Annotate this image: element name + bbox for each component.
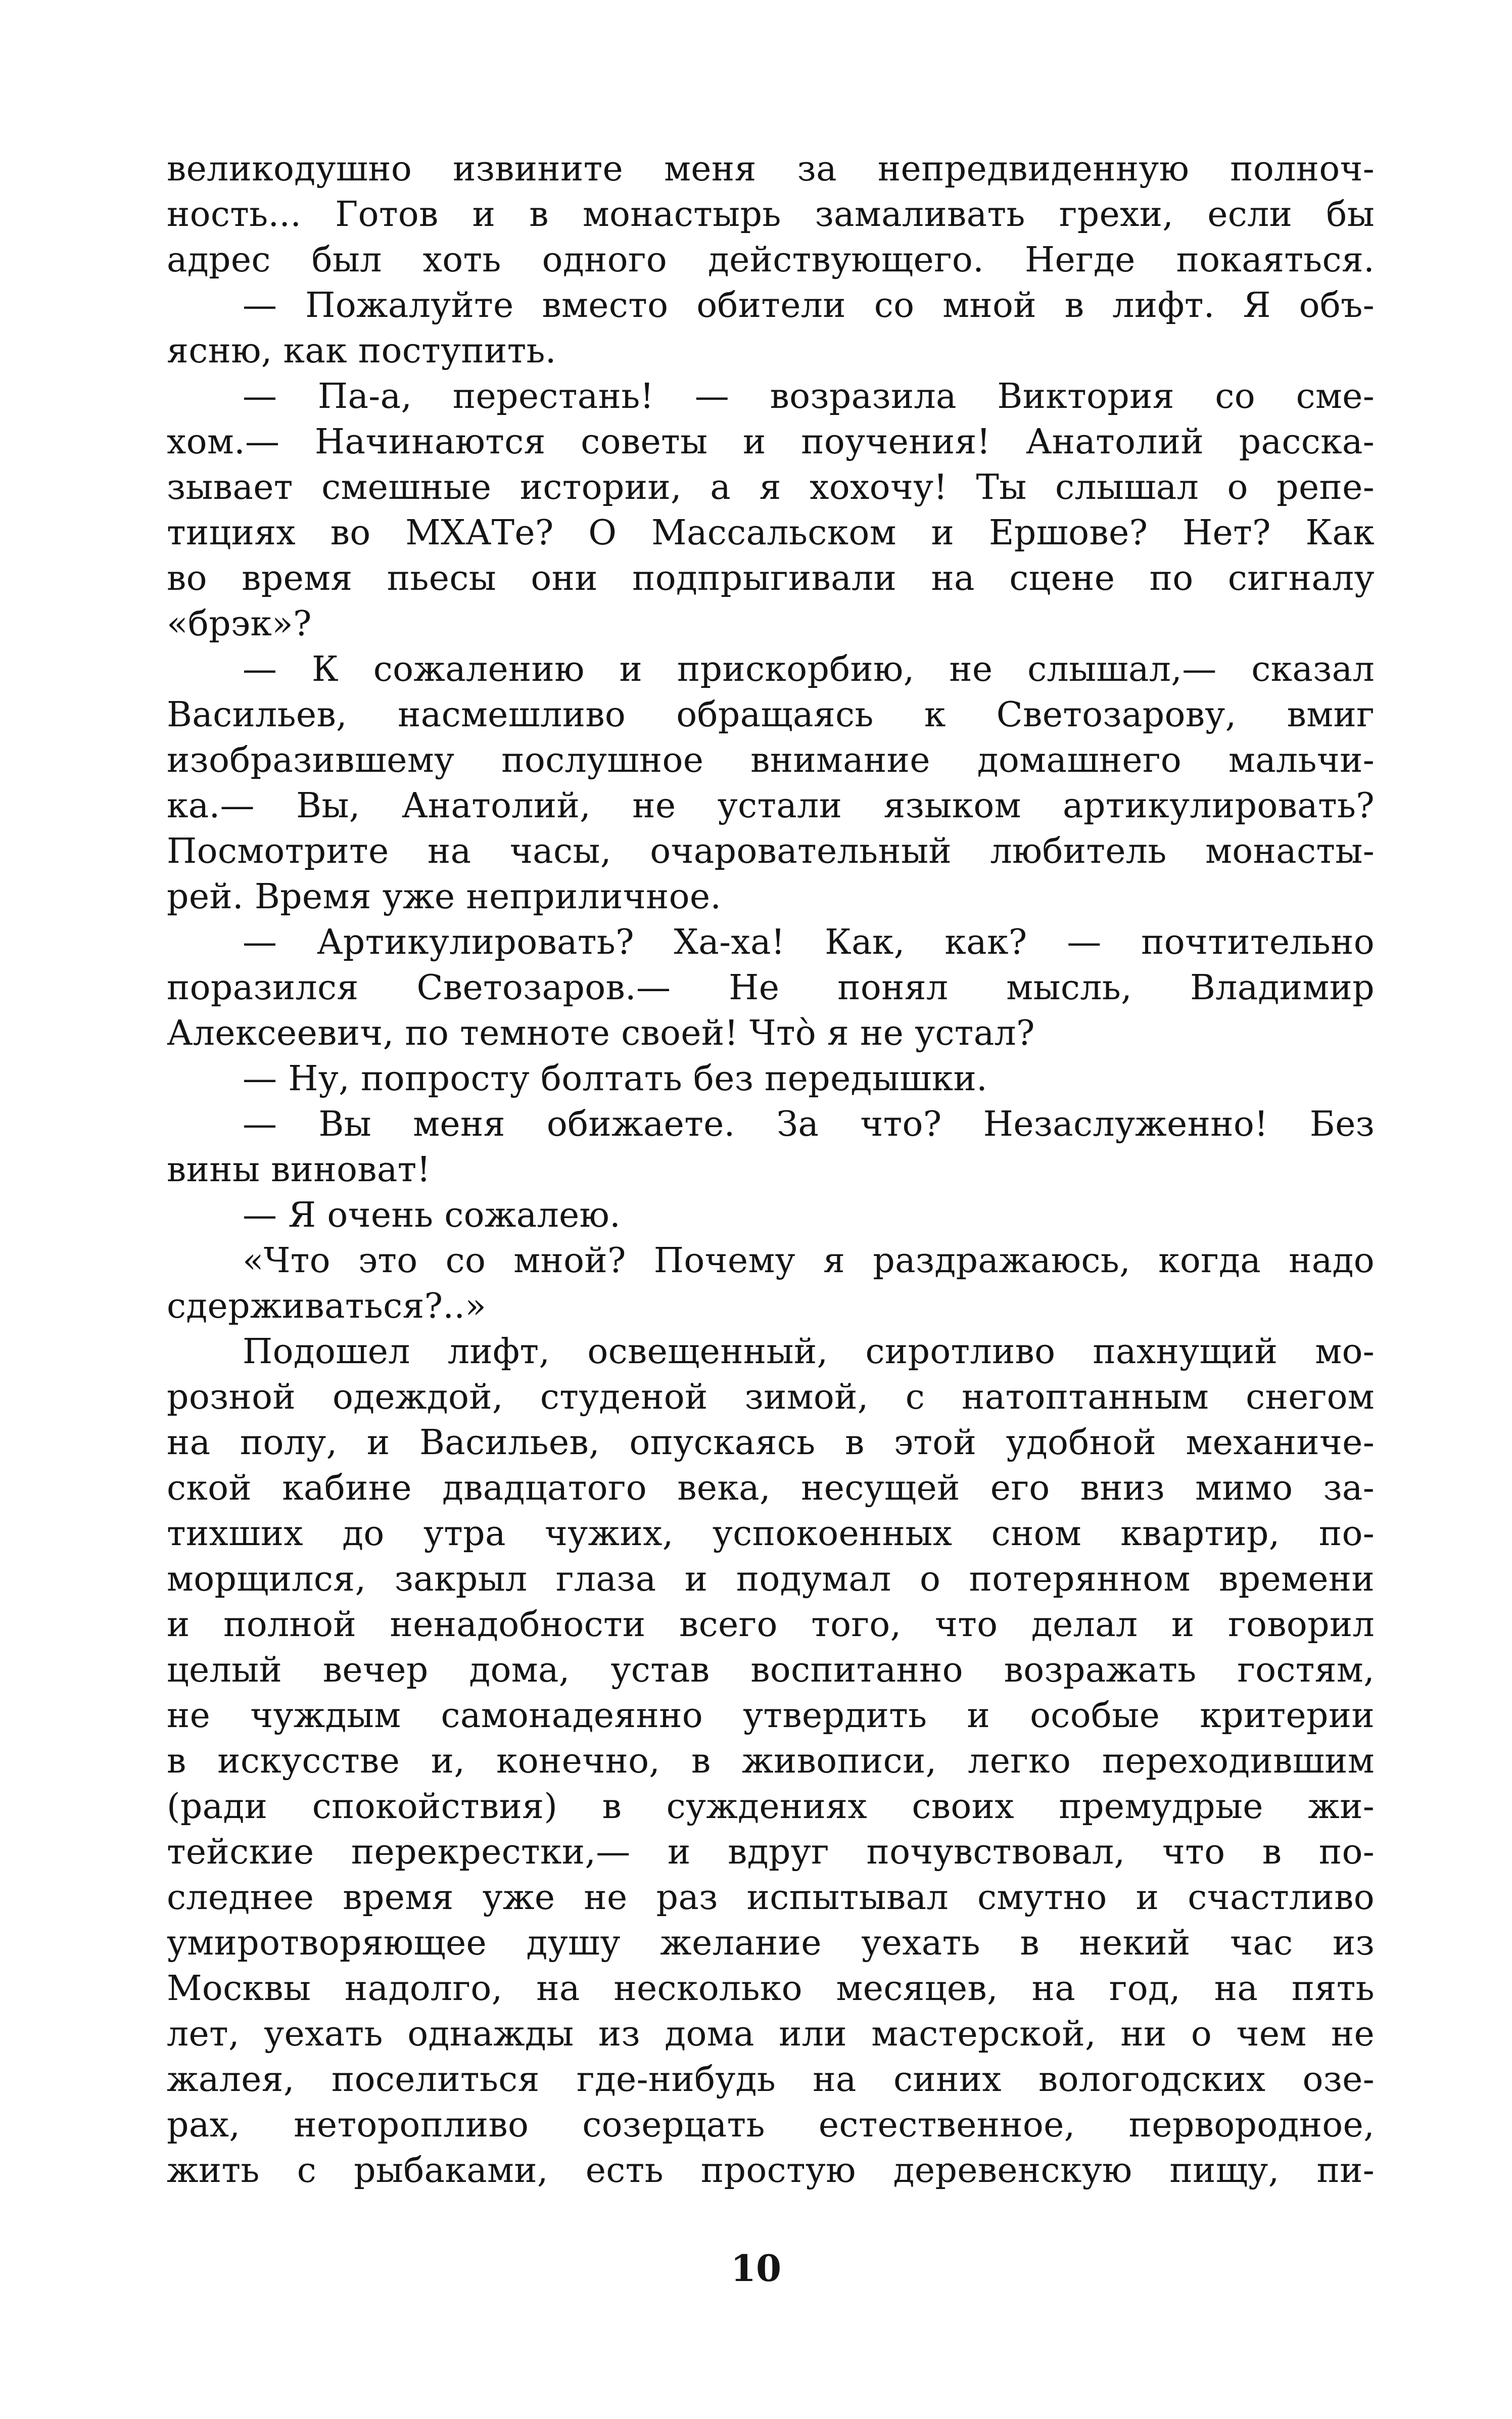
text-line: — Пожалуйте вместо обители со мной в лифт. Я объ- <box>243 286 1375 325</box>
text-line: вины виноват! <box>167 1150 431 1190</box>
text-line: Подошел лифт, освещенный, сиротливо пахнущий мо- <box>243 1332 1375 1372</box>
text-line: Москвы надолго, на несколько месяцев, на год, на пять <box>167 1969 1375 2009</box>
text-line: умиротворяющее душу желание уехать в некий час из <box>167 1923 1375 1963</box>
text-line: тейские перекрестки,— и вдруг почувствовал, что в по- <box>167 1832 1375 1872</box>
text-line: великодушно извините меня за непредвиденную полноч- <box>167 149 1375 189</box>
text-line: ность... Готов и в монастырь замаливать грехи, если бы <box>167 195 1375 235</box>
text-line: на полу, и Васильев, опускаясь в этой удобной механиче- <box>167 1423 1375 1463</box>
text-line: ка.— Вы, Анатолий, не устали языком артикулировать? <box>167 786 1375 826</box>
text-line: Васильев, насмешливо обращаясь к Светозарову, вмиг <box>167 695 1375 735</box>
text-line: Посмотрите на часы, очаровательный любитель монасты- <box>167 831 1375 871</box>
text-line: «Что это со мной? Почему я раздражаюсь, когда надо <box>243 1241 1375 1281</box>
text-line: — Я очень сожалею. <box>243 1195 621 1235</box>
text-line: жалея, поселиться где-нибудь на синих вологодских озе- <box>167 2060 1375 2100</box>
text-line: Алексеевич, по темноте своей! Что̀ я не устал? <box>167 1013 1035 1053</box>
text-line: — Па-а, перестань! — возразила Виктория со сме- <box>243 377 1375 416</box>
text-line: изобразившему послушное внимание домашнего мальчи- <box>167 740 1375 780</box>
text-line: (ради спокойствия) в суждениях своих премудрые жи- <box>167 1787 1375 1827</box>
text-line: хом.— Начинаются советы и поучения! Анатолий расска- <box>167 422 1375 462</box>
text-line: рей. Время уже неприличное. <box>167 877 722 917</box>
text-line: во время пьесы они подпрыгивали на сцене по сигналу <box>167 559 1375 598</box>
text-line: следнее время уже не раз испытывал смутно и счастливо <box>167 1878 1375 1918</box>
text-line: адрес был хоть одного действующего. Негде покаяться. <box>167 240 1375 280</box>
text-line: целый вечер дома, устав воспитанно возражать гостям, <box>167 1650 1375 1690</box>
text-line: тихших до утра чужих, успокоенных сном квартир, по- <box>167 1514 1375 1554</box>
text-line: ской кабине двадцатого века, несущей его вниз мимо за- <box>167 1468 1375 1508</box>
text-line: поразился Светозаров.— Не понял мысль, Владимир <box>167 968 1375 1008</box>
text-line: — К сожалению и прискорбию, не слышал,— сказал <box>243 649 1375 689</box>
text-line: тициях во МХАТе? О Массальском и Ершове? Нет? Как <box>167 513 1375 553</box>
text-line: — Ну, попросту болтать без передышки. <box>243 1059 987 1099</box>
text-line: рах, неторопливо созерцать естественное, первородное, <box>167 2105 1375 2145</box>
text-line: зывает смешные истории, а я хохочу! Ты слышал о репе- <box>167 468 1375 507</box>
text-line: — Вы меня обижаете. За что? Незаслуженно! Без <box>243 1104 1375 1144</box>
text-line: в искусстве и, конечно, в живописи, легко переходившим <box>167 1741 1375 1781</box>
page-text <box>167 147 1375 2194</box>
text-line: розной одеждой, студеной зимой, с натоптанным снегом <box>167 1377 1375 1417</box>
text-line: и полной ненадобности всего того, что делал и говорил <box>167 1605 1375 1645</box>
text-line: — Артикулировать? Ха-ха! Как, как? — почтительно <box>243 922 1375 962</box>
text-line: морщился, закрыл глаза и подумал о потерянном времени <box>167 1559 1375 1599</box>
page-number: 10 <box>730 2247 782 2290</box>
text-line: лет, уехать однажды из дома или мастерской, ни о чем не <box>167 2014 1375 2054</box>
text-line: «брэк»? <box>167 604 312 644</box>
text-line: ясню, как поступить. <box>167 331 556 371</box>
text-line: жить с рыбаками, есть простую деревенскую пищу, пи- <box>167 2151 1375 2191</box>
text-line: не чуждым самонадеянно утвердить и особые критерии <box>167 1696 1375 1736</box>
text-line: сдерживаться?..» <box>167 1286 487 1326</box>
